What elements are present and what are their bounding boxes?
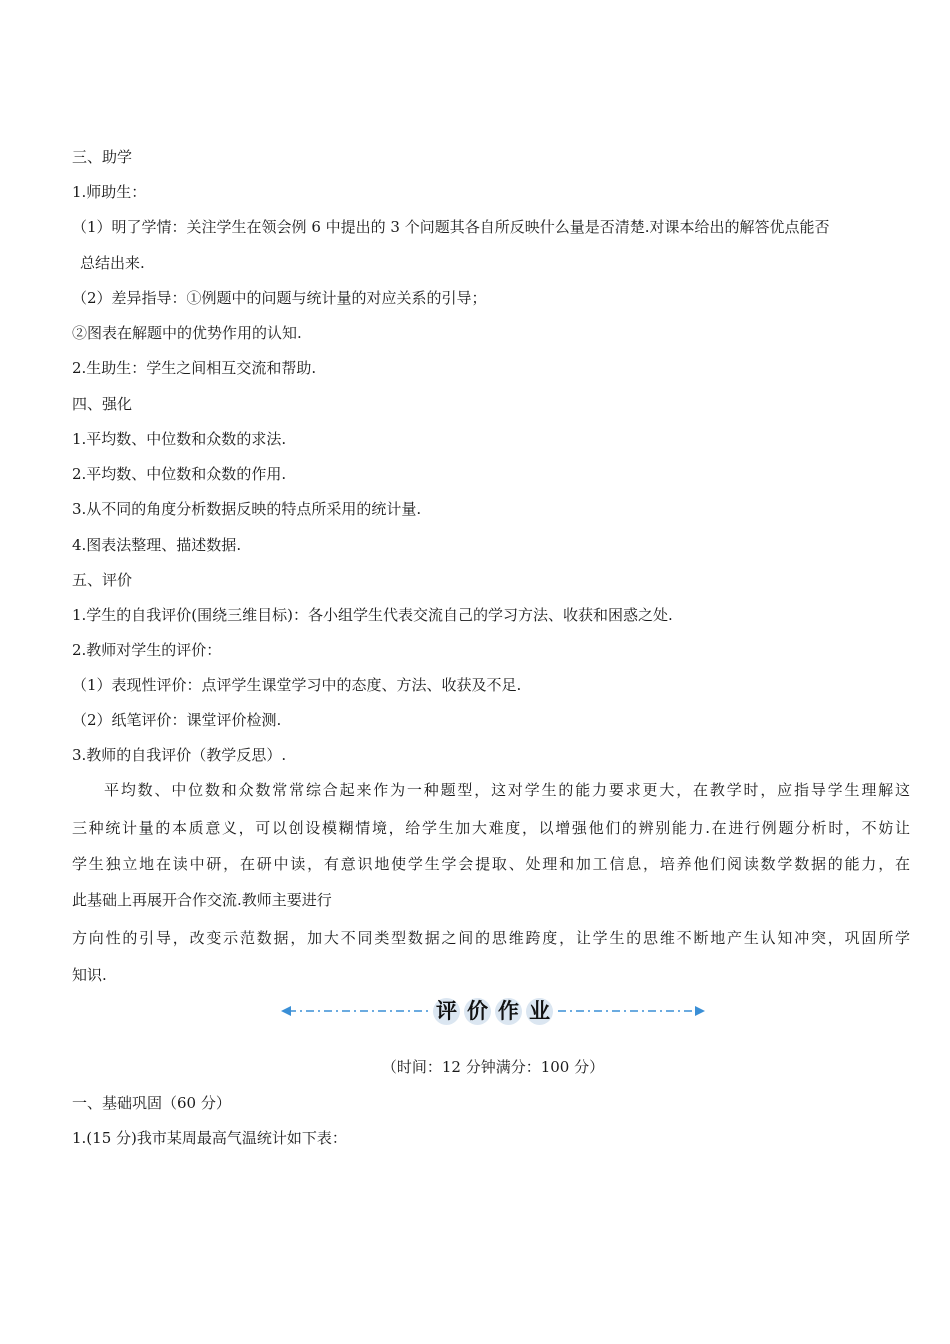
time-info: （时间：12 分钟满分：100 分） [381, 1058, 605, 1076]
teacher-help-item-2: （2）差异指导：①例题中的问题与统计量的对应关系的引导； [72, 289, 487, 307]
banner-char: 作 [495, 998, 522, 1025]
part1-heading: 一、基础巩固（60 分） [72, 1094, 231, 1112]
banner-title [280, 994, 706, 1028]
reflection-line: 平均数、中位数和众数常常综合起来作为一种题型，这对学生的能力要求更大，在教学时，应指导学生理解这 [104, 781, 910, 799]
teacher-self-evaluation: 3.教师的自我评价（教学反思）. [72, 746, 287, 764]
reinforce-item: 4.图表法整理、描述数据. [72, 536, 242, 554]
teacher-evaluation-title: 2.教师对学生的评价： [72, 641, 222, 659]
reinforce-item: 1.平均数、中位数和众数的求法. [72, 430, 287, 448]
teacher-help-item-2-cont: ②图表在解题中的优势作用的认知. [72, 324, 302, 342]
banner-char: 评 [433, 998, 460, 1025]
teacher-help-title: 1.师助生： [72, 183, 147, 201]
teacher-help-item-1-line-2: 总结出来. [80, 254, 145, 272]
reflection-line: 三种统计量的本质意义，可以创设模糊情境，给学生加大难度，以增强他们的辨别能力.在进行例题分析时，不妨让 [72, 819, 910, 837]
student-self-evaluation: 1.学生的自我评价(围绕三维目标)：各小组学生代表交流自己的学习方法、收获和困惑之处. [72, 606, 673, 624]
teacher-evaluation-item-1: （1）表现性评价：点评学生课堂学习中的态度、方法、收获及不足. [72, 676, 522, 694]
reflection-line: 学生独立地在读中研，在研中读，有意识地使学生学会提取、处理和加工信息，培养他们阅读数学数据的能力，在 [72, 855, 910, 873]
reinforce-item: 3.从不同的角度分析数据反映的特点所采用的统计量. [72, 500, 422, 518]
reinforce-item: 2.平均数、中位数和众数的作用. [72, 465, 287, 483]
teacher-help-item-1-line-1: （1）明了学情：关注学生在领会例 6 中提出的 3 个问题其各自所反映什么量是否清楚.对课本给出的解答优点能否 [72, 218, 830, 236]
reflection-line: 方向性的引导，改变示范数据，加大不同类型数据之间的思维跨度，让学生的思维不断地产生认知冲突，巩固所学 [72, 929, 910, 947]
reflection-line: 此基础上再展开合作交流.教师主要进行 [72, 891, 332, 909]
question-1: 1.(15 分)我市某周最高气温统计如下表： [72, 1129, 347, 1147]
section-heading-reinforce: 四、强化 [72, 395, 133, 413]
banner-char: 价 [464, 998, 491, 1025]
section-heading-help: 三、助学 [72, 148, 133, 166]
student-help: 2.生助生：学生之间相互交流和帮助. [72, 359, 317, 377]
reflection-line: 知识. [72, 966, 107, 984]
section-heading-evaluation: 五、评价 [72, 571, 133, 589]
teacher-evaluation-item-2: （2）纸笔评价：课堂评价检测. [72, 711, 282, 729]
homework-banner [280, 994, 706, 1028]
banner-char: 业 [526, 998, 553, 1025]
